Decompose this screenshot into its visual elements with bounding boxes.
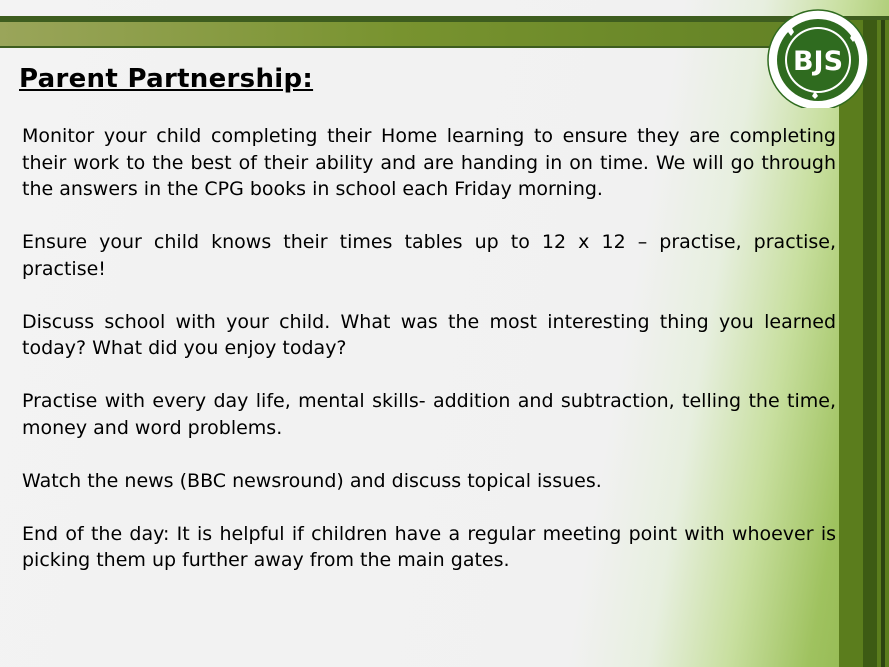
paragraph-watch-news: Watch the news (BBC newsround) and discuss topical issues. [22,469,602,492]
paragraph-times-tables: Ensure your child knows their times tables up to 12 x 12 – practise, practise, practise! [22,231,836,280]
paragraph-practise-life: Practise with every day life, mental skills- addition and subtraction, telling the time, money and word problems. [22,390,836,439]
school-logo [760,8,870,108]
body-text [22,123,836,600]
right-border-line [881,20,885,667]
header-band [0,22,889,46]
paragraph-home-learning: Monitor your child completing their Home learning to ensure they are completing their work to the best of their ability and are handing in on time. We will go through the answers in the CPG books in school each Friday morning. [22,125,836,200]
right-border-stripe [863,20,877,667]
logo-initials: BJS [792,46,844,77]
paragraph-end-of-day: End of the day: It is helpful if children have a regular meeting point with whoever is picking them up further away from the main gates. [22,522,836,571]
paragraph-discuss-school: Discuss school with your child. What was the most interesting thing you learned today? What did you enjoy today? [22,310,836,359]
page-title: Parent Partnership: [19,64,314,94]
